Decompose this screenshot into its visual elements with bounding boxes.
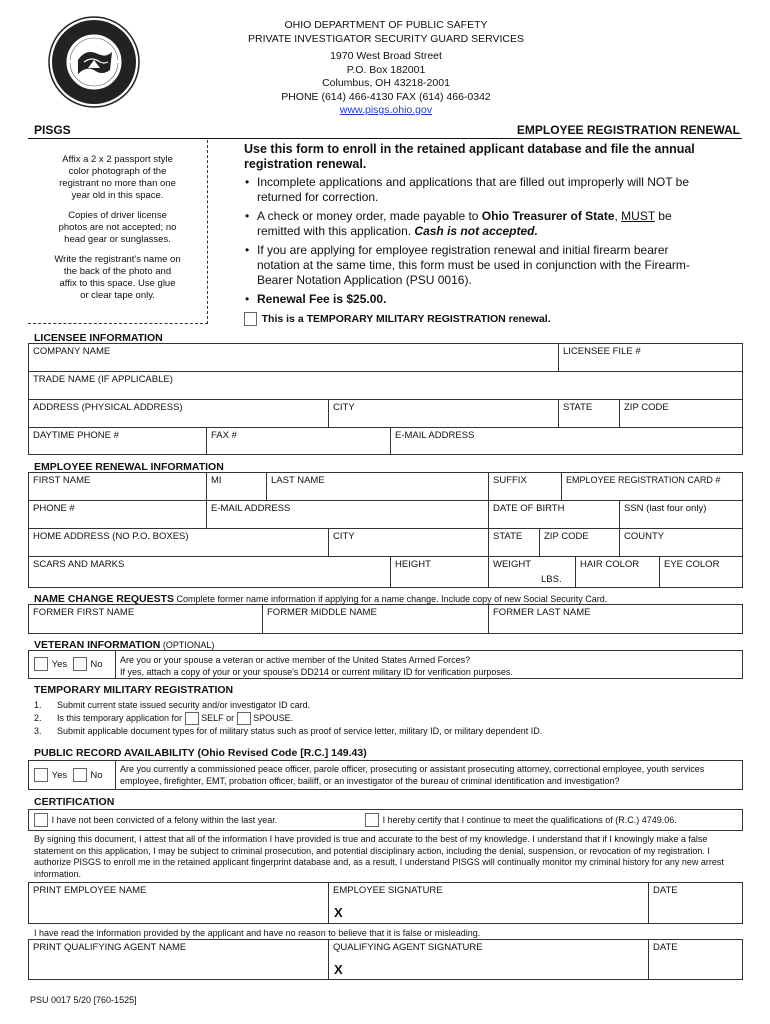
home-address-field[interactable]: [29, 529, 329, 557]
photo-instructions-1: Affix a 2 x 2 passport style color photograph of the registrant no more than one year old in this space.: [59, 154, 176, 201]
public-record-question: Are you currently a commissioned peace officer, parole officer, prosecuting or assistant prosecuting attorney, correctional employee, youth services employee, firefighter, EMT, probation officer, bailiff, or an investigator of the bureau of criminal identification and investigation?: [120, 764, 705, 786]
public-record-box: [28, 760, 743, 790]
county-label: COUNTY: [624, 531, 665, 542]
temp-military-item: Submit current state issued security and/or investigator ID card.: [57, 700, 311, 710]
print-employee-name-field[interactable]: [29, 883, 329, 923]
name-change-note: Complete former name information if applying for a name change. Include copy of new Social Security Card.: [174, 594, 608, 604]
instruction-text: If you are applying for employee registration renewal and initial firearm bearer notation at the same time, this form must be used in conjunction with the Firearm-Bearer Notation Application (PSU 0016).: [257, 243, 690, 287]
header-street: 1970 West Broad Street: [330, 50, 442, 62]
agent-signature-table: [28, 939, 743, 980]
temp-military-renewal-checkbox[interactable]: [244, 312, 257, 326]
print-agent-name-field[interactable]: [29, 940, 329, 979]
public-record-yes-checkbox[interactable]: [34, 768, 48, 782]
lbs-unit: LBS.: [541, 574, 562, 585]
company-name-field[interactable]: [29, 344, 559, 372]
header-city: Columbus, OH 43218-2001: [322, 77, 450, 89]
employee-signature-field[interactable]: [329, 883, 649, 923]
licensee-file-label: LICENSEE FILE #: [563, 346, 641, 357]
form-number-footer: PSU 0017 5/20 [760-1525]: [30, 995, 137, 1005]
employee-date-field[interactable]: [649, 883, 742, 923]
signature-x-mark: X: [334, 905, 343, 920]
registration-card-label: EMPLOYEE REGISTRATION CARD #: [566, 475, 721, 485]
dob-field[interactable]: [489, 501, 620, 529]
list-number: 3.: [34, 726, 42, 737]
former-last-name-label: FORMER LAST NAME: [493, 607, 591, 618]
last-name-field[interactable]: [267, 473, 489, 501]
self-label: SELF or: [201, 713, 235, 723]
temp-military-heading: TEMPORARY MILITARY REGISTRATION: [34, 684, 234, 696]
trade-name-field[interactable]: [29, 372, 742, 400]
employee-signature-label: EMPLOYEE SIGNATURE: [333, 885, 443, 896]
former-last-name-field[interactable]: [489, 605, 742, 633]
qualifications-label: I hereby certify that I continue to meet the qualifications of (R.C.) 4749.06.: [382, 814, 677, 825]
weight-label: WEIGHT: [493, 559, 531, 570]
address-label: ADDRESS (PHYSICAL ADDRESS): [33, 402, 183, 413]
certification-checks: [28, 809, 743, 831]
certification-heading: CERTIFICATION: [34, 796, 115, 808]
name-change-heading: NAME CHANGE REQUESTS: [34, 593, 175, 605]
website-link[interactable]: www.pisgs.ohio.gov: [339, 104, 433, 116]
scars-field[interactable]: [29, 557, 391, 587]
title-left: PISGS: [34, 123, 71, 137]
address-field[interactable]: [29, 400, 329, 428]
former-middle-name-label: FORMER MIDDLE NAME: [267, 607, 377, 618]
weight-field[interactable]: [489, 557, 576, 587]
must-emphasis: MUST: [621, 209, 655, 223]
registration-card-field[interactable]: [562, 473, 742, 501]
felony-label: I have not been convicted of a felony within the last year.: [51, 814, 278, 825]
public-record-yes-label: Yes: [51, 769, 68, 781]
licensee-table: [28, 343, 743, 455]
photo-instructions-2: Copies of driver license photos are not accepted; no head gear or sunglasses.: [58, 210, 177, 245]
email-field[interactable]: [391, 428, 742, 454]
public-record-heading: PUBLIC RECORD AVAILABILITY (Ohio Revised Code [R.C.] 149.43): [34, 747, 367, 759]
header-line1: OHIO DEPARTMENT OF PUBLIC SAFETY: [284, 19, 488, 31]
instruction-text: Incomplete applications and applications that are filled out improperly will NOT be returned for correction.: [257, 175, 690, 204]
hair-color-label: HAIR COLOR: [580, 559, 640, 570]
employee-signature-table: [28, 882, 743, 924]
attestation-text: By signing this document, I attest that all of the information I have provided is true and accurate to the best of my knowledge. I understand that if I knowingly make a false statement on this application, I may be subject to criminal prosecution, and potential disciplinary action, including the denial, suspension, or revocation of my registration. I authorize PISGS to enroll me in the retained applicant fingerprint database and, as a result, I understand PISGS will continually monitor my criminal history for any new arrest information.: [34, 834, 724, 879]
name-change-table: [28, 604, 743, 634]
self-checkbox[interactable]: [185, 712, 199, 725]
veteran-yes-checkbox[interactable]: [34, 657, 48, 671]
veteran-no-label: No: [90, 658, 103, 670]
veteran-no-checkbox[interactable]: [73, 657, 87, 671]
licensee-file-field[interactable]: [559, 344, 742, 372]
agent-statement: I have read the information provided by the applicant and have no reason to believe that it is false or misleading.: [34, 928, 481, 938]
fax-label: FAX #: [211, 430, 237, 441]
instructions: [244, 142, 714, 311]
city-field[interactable]: [329, 400, 559, 428]
payee-name: Ohio Treasurer of State: [481, 209, 615, 223]
spouse-checkbox[interactable]: [237, 712, 251, 725]
signature-x-mark: X: [334, 962, 343, 977]
eye-color-field[interactable]: [660, 557, 742, 587]
veteran-yes-label: Yes: [51, 658, 68, 670]
list-number: 1.: [34, 700, 42, 710]
hair-color-field[interactable]: [576, 557, 660, 587]
felony-checkbox[interactable]: [34, 813, 48, 827]
state-label: STATE: [563, 402, 593, 413]
renewal-fee: Renewal Fee is $25.00.: [257, 292, 387, 306]
qualifications-checkbox[interactable]: [365, 813, 379, 827]
zip-label: ZIP CODE: [624, 402, 669, 413]
photo-instructions-3: Write the registrant's name on the back of the photo and affix to this space. Use glue or clear tape only.: [54, 254, 181, 301]
date-label: DATE: [653, 942, 678, 953]
employee-phone-label: PHONE #: [33, 503, 75, 514]
county-field[interactable]: [620, 529, 742, 557]
instruction-bullet: [244, 175, 714, 205]
list-number: 2.: [34, 713, 42, 723]
employee-table: [28, 472, 743, 588]
temp-military-renewal-option: [244, 312, 551, 326]
ssn-field[interactable]: [620, 501, 742, 529]
licensee-heading: LICENSEE INFORMATION: [34, 332, 163, 344]
instruction-bullet: [244, 209, 714, 239]
trade-name-label: TRADE NAME (IF APPLICABLE): [33, 374, 173, 385]
employee-state-label: STATE: [493, 531, 523, 542]
public-record-no-checkbox[interactable]: [73, 768, 87, 782]
header-phone: PHONE (614) 466-4130 FAX (614) 466-0342: [281, 90, 491, 103]
home-address-label: HOME ADDRESS (NO P.O. BOXES): [33, 531, 189, 542]
state-field[interactable]: [559, 400, 620, 428]
agent-signature-label: QUALIFYING AGENT SIGNATURE: [333, 942, 483, 953]
first-name-label: FIRST NAME: [33, 475, 91, 486]
dob-label: DATE OF BIRTH: [493, 503, 565, 514]
zip-field[interactable]: [620, 400, 742, 428]
city-label: CITY: [333, 402, 355, 413]
temp-military-item: Submit applicable document types for of military status such as proof of service letter, military ID, or military dependent ID.: [57, 726, 543, 737]
print-employee-name-label: PRINT EMPLOYEE NAME: [33, 885, 147, 896]
daytime-phone-field[interactable]: [29, 428, 207, 454]
employee-city-label: CITY: [333, 531, 355, 542]
cash-warning: Cash is not accepted.: [414, 224, 538, 238]
veteran-optional: (OPTIONAL): [160, 640, 215, 650]
employee-phone-field[interactable]: [29, 501, 207, 529]
temp-military-renewal-label: This is a TEMPORARY MILITARY REGISTRATION renewal.: [261, 312, 551, 325]
suffix-field[interactable]: [489, 473, 562, 501]
instruction-bullet: [244, 292, 714, 307]
agent-date-field[interactable]: [649, 940, 742, 979]
mi-field[interactable]: [207, 473, 267, 501]
mi-label: MI: [211, 475, 222, 486]
form-title: EMPLOYEE REGISTRATION RENEWAL: [516, 123, 740, 137]
scars-label: SCARS AND MARKS: [33, 559, 125, 570]
veteran-question: Are you or your spouse a veteran or active member of the United States Armed Forces?: [120, 655, 471, 665]
employee-email-field[interactable]: [207, 501, 489, 529]
instruction-text: ,: [614, 209, 622, 223]
employee-zip-field[interactable]: [540, 529, 620, 557]
header-pobox: P.O. Box 182001: [346, 63, 426, 76]
first-name-field[interactable]: [29, 473, 207, 501]
employee-zip-label: ZIP CODE: [544, 531, 589, 542]
former-first-name-field[interactable]: [29, 605, 263, 633]
daytime-phone-label: DAYTIME PHONE #: [33, 430, 119, 441]
company-name-label: COMPANY NAME: [33, 346, 111, 357]
employee-state-field[interactable]: [489, 529, 540, 557]
date-label: DATE: [653, 885, 678, 896]
instruction-text: be remitted with this application.: [257, 209, 672, 238]
agent-signature-field[interactable]: [329, 940, 649, 979]
former-first-name-label: FORMER FIRST NAME: [33, 607, 135, 618]
ssn-label: SSN (last four only): [624, 503, 707, 514]
divider: [115, 651, 116, 678]
title-bar: [28, 122, 742, 139]
agency-header: [190, 19, 582, 118]
eye-color-label: EYE COLOR: [664, 559, 720, 570]
print-agent-name-label: PRINT QUALIFYING AGENT NAME: [33, 942, 187, 953]
fax-field[interactable]: [207, 428, 391, 454]
instruction-bullet: [244, 243, 714, 288]
photo-area: [28, 140, 208, 324]
height-label: HEIGHT: [395, 559, 431, 570]
divider: [115, 761, 116, 789]
employee-email-label: E-MAIL ADDRESS: [211, 503, 291, 514]
veteran-box: [28, 650, 743, 679]
spouse-label: SPOUSE.: [253, 713, 294, 723]
suffix-label: SUFFIX: [493, 475, 527, 486]
header-line2: PRIVATE INVESTIGATOR SECURITY GUARD SERVICES: [248, 32, 524, 45]
instruction-text: A check or money order, made payable to: [257, 209, 482, 223]
last-name-label: LAST NAME: [271, 475, 325, 486]
veteran-heading: VETERAN INFORMATION: [34, 639, 161, 651]
public-record-no-label: No: [90, 769, 103, 781]
employee-heading: EMPLOYEE RENEWAL INFORMATION: [34, 461, 224, 473]
employee-city-field[interactable]: [329, 529, 489, 557]
veteran-attach-note: If yes, attach a copy of your or your spouse's DD214 or current military ID for verification purposes.: [120, 667, 513, 677]
temp-military-item: Is this temporary application for: [57, 713, 183, 723]
instructions-intro: Use this form to enroll in the retained applicant database and file the annual registration renewal.: [244, 142, 695, 171]
pisgs-seal-logo: [48, 16, 140, 108]
email-label: E-MAIL ADDRESS: [395, 430, 475, 441]
former-middle-name-field[interactable]: [263, 605, 489, 633]
height-field[interactable]: [391, 557, 489, 587]
temp-military-list: [34, 699, 542, 738]
